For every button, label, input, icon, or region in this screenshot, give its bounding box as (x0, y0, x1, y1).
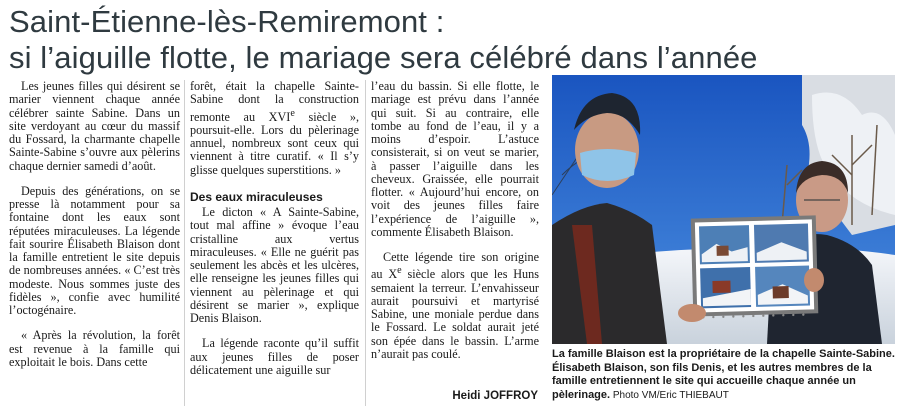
text-run: siècle », poursuit-elle. Lors du pèlerinage annuel, nombreux sont ceux qui viennent à titre curatif. « Il s’y glisse quelques superstitions. » (190, 109, 359, 177)
article-photo (552, 75, 895, 344)
paragraph: l’eau du bassin. Si elle flotte, le mariage est prévu dans l’année qui suit. Si au contraire, elle tombe au fond de l’eau, il y a moins d’espoir. L’astuce consisterait, si on veut se marier, à passer l’aiguille dans les cheveux. Graissée, elle pourrait flotter. « Aujourd’hui encore, on voit des jeunes filles faire l’expérience de l’aiguille », commente Élisabeth Blaison. (371, 79, 539, 239)
column-divider (184, 80, 185, 406)
text-run: Cette légende tire son origine au X (371, 250, 539, 282)
text-run: forêt, était la chapelle Sainte-Sabine dont la construction remonte au XVI (190, 79, 359, 124)
superscript: e (397, 265, 402, 277)
article-column-2 (190, 80, 359, 377)
photo-illustration (552, 75, 895, 344)
paragraph (371, 251, 539, 361)
headline-line-1: Saint-Étienne-lès-Remiremont : (9, 4, 445, 39)
paragraph (190, 80, 359, 177)
paragraph: Depuis des générations, on se presse là notamment pour sa fontaine dont les eaux sont réputées miraculeuses. La légende fait sourire Élisabeth Blaison dont la famille entretient le site depuis de nombreuses années. « C’est très modeste. Nous sommes juste des fidèles », confie avec humilité l’octogénaire. (9, 183, 180, 317)
section-subhead: Des eaux miraculeuses (190, 189, 323, 204)
paragraph: Les jeunes filles qui désirent se marier viennent chaque année célébrer sainte Sabine. Dans un site verdoyant au cœur du massif du Fossard, la charmante chapelle Sainte-Sabine s’ouvre aux pèlerins chaque dernier samedi d’août. (9, 79, 180, 173)
superscript: e (290, 107, 295, 119)
photo-credit: Photo VM/Eric THIEBAUT (610, 389, 729, 401)
paragraph: « Après la révolution, la forêt est revenue à la famille qui exploitait le bois. Dans cette (9, 328, 180, 369)
author-signature: Heidi JOFFROY (452, 390, 538, 402)
photo-caption (552, 348, 895, 402)
text-run: siècle alors que les Huns semaient la terreur. L’envahisseur aurait poursuivi et martyrisé Sabine, une moniale perdue dans le Fossard. Le soldat aurait jeté son épée dans le bassin. L’arme n’aurait pas coulé. (371, 267, 539, 361)
caption-text: La famille Blaison est la propriétaire de la chapelle Sainte-Sabine. Élisabeth Blaison, son fils Denis, et les autres membres de la famille entretiennent le site qui accueille chaque année un pèlerinage. (552, 348, 895, 401)
article-column-3 (371, 80, 539, 361)
headline-line-2: si l’aiguille flotte, le mariage sera célébré dans l’année (9, 40, 758, 75)
article-column-1 (9, 80, 180, 369)
paragraph: La légende raconte qu’il suffit aux jeunes filles de poser délicatement une aiguille sur (190, 336, 359, 377)
column-divider (365, 80, 366, 406)
article-headline (9, 4, 894, 76)
paragraph: Le dicton « A Sainte-Sabine, tout mal affine » évoque l’eau cristalline aux vertus miraculeuses. « Elle ne guérit pas seulement les abcès et les ulcères, elle renseigne les jeunes filles qui viennent au pèlerinage et qui désirent se marier », explique Denis Blaison. (190, 205, 359, 326)
